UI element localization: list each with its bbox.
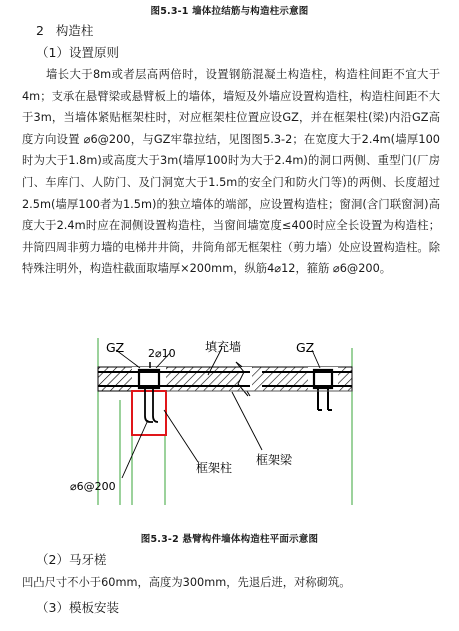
break-gap	[240, 367, 252, 391]
figure-caption-bottom: 图5.3-2 悬臂构件墙体构造柱平面示意图	[140, 534, 319, 545]
section-title: 构造柱	[55, 23, 94, 38]
label-rebar-top: 2⌀10	[148, 347, 176, 360]
leader-frame-column	[164, 410, 198, 462]
subsection-heading-1: （1）设置原则	[36, 45, 119, 60]
figure-caption-top: 图5.3-1 墙体拉结筋与构造柱示意图	[150, 6, 309, 17]
label-gz-right: GZ	[296, 340, 315, 355]
label-frame-column: 框架柱	[196, 461, 233, 475]
label-frame-beam: 框架梁	[256, 453, 293, 467]
subsection-heading-2: （2）马牙槎	[36, 552, 107, 567]
frame-column-outline	[132, 391, 166, 435]
label-gz-left: GZ	[106, 340, 125, 355]
frame-column	[132, 388, 166, 435]
paragraph-setting-principles: 墙长大于8m或者层高两倍时，设置钢筋混凝土构造柱，构造柱间距不宜大于4m；支承在悬臂梁或悬臂板上的墙体，墙短及外墙应设置构造柱，构造柱间距不大于3m，当墙体紧贴框架柱时，对应框架柱位置应设GZ，并在框架柱(梁)内沿GZ高度方向设置 ⌀6@200，与GZ牢靠拉结，见图图5.3-2；在宽度大于2.4m(墙厚100时为大于1.8m)或高度大于3m(墙厚100时为大于2.4m)的洞口两侧、重型门(厂房门、车库门、人防门、及门洞宽大于1.5m的安全门和防火门等)的两侧、长度超过2.5m(墙厚100者为1.5m)的独立墙体的端部，应设置构造柱；窗洞(含门联窗洞)高度大于2.4m时应在洞侧设置构造柱，当窗间墙宽度≤400时应全长设置为构造柱；井筒四周非剪力墙的电梯井井筒，井筒角部无框架柱（剪力墙）处应设置构造柱。除特殊注明外，构造柱截面取墙厚×200mm，纵筋4⌀12，箍筋 ⌀6@200。	[22, 68, 440, 276]
subsection-heading-3: （3）模板安装	[36, 600, 119, 615]
label-stirrup: ⌀6@200	[70, 480, 116, 493]
leader-frame-beam	[232, 392, 262, 450]
section-number: 2	[36, 23, 44, 38]
label-infill-wall: 填充墙	[205, 340, 242, 354]
paragraph-toothed-joint: 凹凸尺寸不小于60mm，高度为300mm，先退后进，对称砌筑。	[22, 576, 351, 589]
